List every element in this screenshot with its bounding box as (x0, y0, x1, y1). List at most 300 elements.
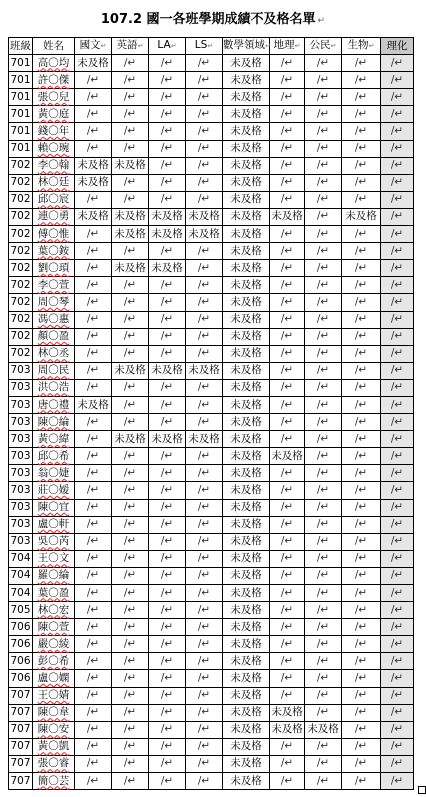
column-header (75, 38, 112, 55)
student-name-cell: 傅〇惟 (33, 226, 75, 243)
pass-cell: /↵ (305, 294, 342, 311)
pass-cell: /↵ (149, 619, 186, 636)
student-name-cell: 邱〇宸 (33, 191, 75, 208)
pass-cell: /↵ (186, 311, 223, 328)
student-name-cell: 黃〇庭 (33, 106, 75, 123)
pass-cell: /↵ (342, 396, 381, 413)
student-name-cell: 高〇均 (33, 55, 75, 72)
student-name-cell: 張〇睿 (33, 755, 75, 772)
pass-cell: /↵ (381, 448, 414, 465)
pass-cell: /↵ (305, 226, 342, 243)
fail-cell: 未及格 (342, 208, 381, 225)
pass-cell: /↵ (270, 106, 305, 123)
fail-cell: 未及格 (305, 721, 342, 738)
pass-cell: /↵ (381, 72, 414, 89)
fail-cell: 未及格 (223, 499, 270, 516)
column-header-label: 數學領域 (223, 39, 265, 52)
pass-cell: /↵ (270, 567, 305, 584)
class-cell: 702 (9, 243, 33, 260)
pass-cell: /↵ (186, 89, 223, 106)
table-row (9, 738, 414, 755)
pass-cell: /↵ (149, 755, 186, 772)
pass-cell: /↵ (149, 106, 186, 123)
pass-cell: /↵ (186, 328, 223, 345)
pass-cell: /↵ (270, 550, 305, 567)
fail-cell: 未及格 (223, 396, 270, 413)
student-name-cell: 邱〇希 (33, 448, 75, 465)
pass-cell: /↵ (112, 653, 149, 670)
student-name-cell: 陳〇宜 (33, 499, 75, 516)
pass-cell: /↵ (149, 55, 186, 72)
column-header-label: 生物 (347, 39, 369, 52)
table-row (9, 89, 414, 106)
table-row (9, 704, 414, 721)
pass-cell: /↵ (149, 585, 186, 602)
pass-cell: /↵ (305, 619, 342, 636)
pass-cell: /↵ (270, 738, 305, 755)
pass-cell: /↵ (381, 89, 414, 106)
pass-cell: /↵ (342, 602, 381, 619)
pass-cell: /↵ (342, 106, 381, 123)
pass-cell: /↵ (112, 123, 149, 140)
table-row (9, 208, 414, 225)
pass-cell: /↵ (149, 499, 186, 516)
pass-cell: /↵ (305, 533, 342, 550)
table-row (9, 191, 414, 208)
pass-cell: /↵ (342, 431, 381, 448)
pass-cell: /↵ (381, 533, 414, 550)
fail-cell: 未及格 (223, 89, 270, 106)
pass-cell: /↵ (186, 533, 223, 550)
pass-cell: /↵ (186, 191, 223, 208)
pass-cell: /↵ (75, 106, 112, 123)
pass-cell: /↵ (186, 123, 223, 140)
column-header (223, 38, 270, 55)
pass-cell: /↵ (112, 636, 149, 653)
pass-cell: /↵ (342, 191, 381, 208)
student-name-cell: 翁〇婕 (33, 465, 75, 482)
pass-cell: /↵ (342, 277, 381, 294)
column-header-label: 公民 (309, 39, 331, 52)
pass-cell: /↵ (75, 311, 112, 328)
pass-cell: /↵ (305, 345, 342, 362)
class-cell: 701 (9, 106, 33, 123)
table-row (9, 755, 414, 772)
column-header-label: LS (194, 39, 208, 52)
pass-cell: /↵ (342, 362, 381, 379)
pass-cell: /↵ (381, 311, 414, 328)
pass-cell: /↵ (149, 277, 186, 294)
pass-cell: /↵ (75, 123, 112, 140)
table-row (9, 516, 414, 533)
pass-cell: /↵ (342, 773, 381, 790)
pass-cell: /↵ (381, 55, 414, 72)
student-name-cell: 羅〇綸 (33, 567, 75, 584)
fail-cell: 未及格 (223, 431, 270, 448)
class-cell: 702 (9, 311, 33, 328)
pass-cell: /↵ (186, 687, 223, 704)
pass-cell: /↵ (381, 414, 414, 431)
pass-cell: /↵ (305, 602, 342, 619)
pass-cell: /↵ (149, 414, 186, 431)
pass-cell: /↵ (112, 687, 149, 704)
fail-cell: 未及格 (149, 208, 186, 225)
student-name-cell: 黃〇凱 (33, 738, 75, 755)
table-row (9, 362, 414, 379)
pass-cell: /↵ (342, 311, 381, 328)
pass-cell: /↵ (112, 140, 149, 157)
pass-cell: /↵ (112, 379, 149, 396)
title-text: 107.2 國一各班學期成績不及格名單 (100, 12, 316, 27)
class-cell: 702 (9, 328, 33, 345)
pass-cell: /↵ (75, 345, 112, 362)
pass-cell: /↵ (149, 311, 186, 328)
pass-cell: /↵ (305, 89, 342, 106)
fail-cell: 未及格 (223, 653, 270, 670)
class-cell: 702 (9, 294, 33, 311)
pass-cell: /↵ (186, 140, 223, 157)
student-name-cell: 黃〇緯 (33, 431, 75, 448)
pass-cell: /↵ (270, 157, 305, 174)
pass-cell: /↵ (342, 755, 381, 772)
table-row (9, 55, 414, 72)
fail-cell: 未及格 (186, 226, 223, 243)
pass-cell: /↵ (342, 704, 381, 721)
class-cell: 703 (9, 396, 33, 413)
class-cell: 703 (9, 379, 33, 396)
pass-cell: /↵ (112, 396, 149, 413)
pass-cell: /↵ (305, 738, 342, 755)
pass-cell: /↵ (112, 567, 149, 584)
pass-cell: /↵ (112, 277, 149, 294)
pass-cell: /↵ (75, 585, 112, 602)
fail-cell: 未及格 (223, 465, 270, 482)
pass-cell: /↵ (112, 499, 149, 516)
class-cell: 701 (9, 123, 33, 140)
fail-cell: 未及格 (223, 243, 270, 260)
table-row (9, 123, 414, 140)
pass-cell: /↵ (342, 243, 381, 260)
pass-cell: /↵ (270, 431, 305, 448)
fail-cell: 未及格 (223, 516, 270, 533)
pass-cell: /↵ (381, 226, 414, 243)
student-name-cell: 葉〇銨 (33, 243, 75, 260)
student-name-cell: 盧〇嫻 (33, 670, 75, 687)
paragraph-mark-icon: ↵ (100, 42, 107, 51)
pass-cell: /↵ (270, 89, 305, 106)
fail-cell: 未及格 (112, 157, 149, 174)
table-row (9, 243, 414, 260)
pass-cell: /↵ (270, 499, 305, 516)
table-row (9, 567, 414, 584)
pass-cell: /↵ (186, 704, 223, 721)
pass-cell: /↵ (381, 277, 414, 294)
pass-cell: /↵ (149, 704, 186, 721)
pass-cell: /↵ (270, 670, 305, 687)
fail-cell: 未及格 (223, 773, 270, 790)
table-row (9, 226, 414, 243)
pass-cell: /↵ (381, 653, 414, 670)
pass-cell: /↵ (149, 72, 186, 89)
pass-cell: /↵ (112, 106, 149, 123)
student-name-cell: 周〇琴 (33, 294, 75, 311)
fail-cell: 未及格 (186, 208, 223, 225)
pass-cell: /↵ (186, 619, 223, 636)
pass-cell: /↵ (149, 379, 186, 396)
pass-cell: /↵ (381, 191, 414, 208)
fail-cell: 未及格 (223, 140, 270, 157)
pass-cell: /↵ (342, 345, 381, 362)
fail-cell: 未及格 (223, 585, 270, 602)
table-row (9, 311, 414, 328)
pass-cell: /↵ (75, 260, 112, 277)
fail-cell: 未及格 (223, 260, 270, 277)
header-row (9, 38, 414, 55)
pass-cell: /↵ (270, 482, 305, 499)
pass-cell: /↵ (305, 72, 342, 89)
pass-cell: /↵ (381, 362, 414, 379)
pass-cell: /↵ (186, 567, 223, 584)
pass-cell: /↵ (342, 294, 381, 311)
pass-cell: /↵ (112, 465, 149, 482)
fail-cell: 未及格 (223, 550, 270, 567)
pass-cell: /↵ (381, 396, 414, 413)
table-row (9, 106, 414, 123)
student-name-cell: 許〇傑 (33, 72, 75, 89)
pass-cell: /↵ (381, 482, 414, 499)
pass-cell: /↵ (270, 362, 305, 379)
pass-cell: /↵ (305, 773, 342, 790)
student-name-cell: 張〇兒 (33, 89, 75, 106)
class-cell: 707 (9, 721, 33, 738)
column-header-label: 班級 (10, 39, 31, 52)
student-name-cell: 馮〇惠 (33, 311, 75, 328)
pass-cell: /↵ (305, 653, 342, 670)
pass-cell: /↵ (149, 328, 186, 345)
pass-cell: /↵ (270, 465, 305, 482)
fail-cell: 未及格 (223, 619, 270, 636)
fail-cell: 未及格 (270, 721, 305, 738)
pass-cell: /↵ (342, 687, 381, 704)
pass-cell: /↵ (75, 72, 112, 89)
pass-cell: /↵ (75, 516, 112, 533)
pass-cell: /↵ (186, 106, 223, 123)
pass-cell: /↵ (112, 89, 149, 106)
class-cell: 702 (9, 260, 33, 277)
pass-cell: /↵ (270, 755, 305, 772)
student-name-cell: 賴〇琬 (33, 140, 75, 157)
table-row (9, 670, 414, 687)
pass-cell: /↵ (381, 157, 414, 174)
class-cell: 702 (9, 191, 33, 208)
pass-cell: /↵ (342, 465, 381, 482)
pass-cell: /↵ (305, 516, 342, 533)
student-name-cell: 劉〇頊 (33, 260, 75, 277)
pass-cell: /↵ (270, 533, 305, 550)
fail-cell: 未及格 (223, 328, 270, 345)
pass-cell: /↵ (305, 414, 342, 431)
class-cell: 707 (9, 704, 33, 721)
fail-cell: 未及格 (186, 362, 223, 379)
table-row (9, 533, 414, 550)
table-row (9, 721, 414, 738)
pass-cell: /↵ (149, 345, 186, 362)
fail-cell: 未及格 (112, 431, 149, 448)
pass-cell: /↵ (342, 448, 381, 465)
pass-cell: /↵ (270, 191, 305, 208)
pass-cell: /↵ (381, 585, 414, 602)
table-body (9, 55, 414, 790)
student-name-cell: 林〇廷 (33, 174, 75, 191)
pass-cell: /↵ (270, 379, 305, 396)
pass-cell: /↵ (186, 550, 223, 567)
pass-cell: /↵ (186, 277, 223, 294)
pass-cell: /↵ (305, 567, 342, 584)
pass-cell: /↵ (270, 174, 305, 191)
pass-cell: /↵ (305, 106, 342, 123)
pass-cell: /↵ (342, 72, 381, 89)
pass-cell: /↵ (186, 482, 223, 499)
pass-cell: /↵ (186, 448, 223, 465)
pass-cell: /↵ (305, 670, 342, 687)
fail-cell: 未及格 (223, 294, 270, 311)
pass-cell: /↵ (342, 585, 381, 602)
class-cell: 701 (9, 55, 33, 72)
fail-cell: 未及格 (223, 123, 270, 140)
table-row (9, 328, 414, 345)
pass-cell: /↵ (270, 328, 305, 345)
resize-handle[interactable] (418, 786, 426, 794)
pass-cell: /↵ (305, 550, 342, 567)
pass-cell: /↵ (75, 499, 112, 516)
class-cell: 707 (9, 738, 33, 755)
pass-cell: /↵ (381, 294, 414, 311)
class-cell: 703 (9, 431, 33, 448)
pass-cell: /↵ (270, 687, 305, 704)
pass-cell: /↵ (342, 157, 381, 174)
table-row (9, 72, 414, 89)
pass-cell: /↵ (112, 755, 149, 772)
column-header-label: 英語 (116, 39, 138, 52)
pass-cell: /↵ (75, 379, 112, 396)
pass-cell: /↵ (112, 174, 149, 191)
fail-cell: 未及格 (149, 362, 186, 379)
pass-cell: /↵ (305, 208, 342, 225)
student-name-cell: 吳〇芮 (33, 533, 75, 550)
pass-cell: /↵ (381, 602, 414, 619)
pass-cell: /↵ (342, 533, 381, 550)
table-row (9, 602, 414, 619)
pass-cell: /↵ (186, 414, 223, 431)
student-name-cell: 嚴〇綾 (33, 636, 75, 653)
class-cell: 704 (9, 550, 33, 567)
pass-cell: /↵ (112, 619, 149, 636)
table-row (9, 773, 414, 790)
pass-cell: /↵ (342, 482, 381, 499)
pass-cell: /↵ (112, 55, 149, 72)
paragraph-mark-icon: ↵ (368, 42, 375, 51)
pass-cell: /↵ (342, 550, 381, 567)
fail-cell: 未及格 (223, 226, 270, 243)
column-header (186, 38, 223, 55)
paragraph-mark-icon: ↵ (265, 42, 271, 51)
pass-cell: /↵ (305, 636, 342, 653)
pass-cell: /↵ (75, 328, 112, 345)
pass-cell: /↵ (149, 516, 186, 533)
pass-cell: /↵ (305, 191, 342, 208)
pass-cell: /↵ (186, 379, 223, 396)
pass-cell: /↵ (342, 516, 381, 533)
pass-cell: /↵ (186, 670, 223, 687)
class-cell: 703 (9, 362, 33, 379)
pass-cell: /↵ (112, 533, 149, 550)
pass-cell: /↵ (305, 55, 342, 72)
pass-cell: /↵ (149, 243, 186, 260)
pass-cell: /↵ (149, 687, 186, 704)
pass-cell: /↵ (270, 123, 305, 140)
fail-cell: 未及格 (223, 208, 270, 225)
pass-cell: /↵ (75, 89, 112, 106)
pass-cell: /↵ (149, 174, 186, 191)
pass-cell: /↵ (342, 636, 381, 653)
pass-cell: /↵ (305, 448, 342, 465)
pass-cell: /↵ (75, 550, 112, 567)
table-row (9, 431, 414, 448)
pass-cell: /↵ (186, 516, 223, 533)
pass-cell: /↵ (149, 123, 186, 140)
pass-cell: /↵ (75, 704, 112, 721)
fail-cell: 未及格 (112, 260, 149, 277)
pass-cell: /↵ (381, 499, 414, 516)
fail-cell: 未及格 (223, 721, 270, 738)
pass-cell: /↵ (75, 243, 112, 260)
pass-cell: /↵ (342, 89, 381, 106)
student-name-cell: 顏〇盈 (33, 328, 75, 345)
pass-cell: /↵ (75, 414, 112, 431)
class-cell: 702 (9, 226, 33, 243)
pass-cell: /↵ (270, 260, 305, 277)
class-cell: 702 (9, 208, 33, 225)
column-header-label: 姓名 (43, 39, 64, 52)
pass-cell: /↵ (149, 550, 186, 567)
pass-cell: /↵ (381, 636, 414, 653)
pass-cell: /↵ (342, 123, 381, 140)
pass-cell: /↵ (186, 396, 223, 413)
pass-cell: /↵ (186, 345, 223, 362)
pass-cell: /↵ (149, 738, 186, 755)
table-row (9, 585, 414, 602)
pass-cell: /↵ (305, 499, 342, 516)
pass-cell: /↵ (342, 619, 381, 636)
table-row (9, 482, 414, 499)
student-name-cell: 洪〇浩 (33, 379, 75, 396)
pass-cell: /↵ (342, 738, 381, 755)
class-cell: 702 (9, 345, 33, 362)
pass-cell: /↵ (381, 379, 414, 396)
pass-cell: /↵ (75, 670, 112, 687)
fail-cell: 未及格 (223, 345, 270, 362)
pass-cell: /↵ (186, 260, 223, 277)
pass-cell: /↵ (112, 602, 149, 619)
pass-cell: /↵ (381, 619, 414, 636)
pass-cell: /↵ (149, 482, 186, 499)
table-row (9, 687, 414, 704)
student-name-cell: 陳〇韋 (33, 704, 75, 721)
pass-cell: /↵ (112, 191, 149, 208)
pass-cell: /↵ (149, 653, 186, 670)
pass-cell: /↵ (149, 89, 186, 106)
class-cell: 702 (9, 157, 33, 174)
